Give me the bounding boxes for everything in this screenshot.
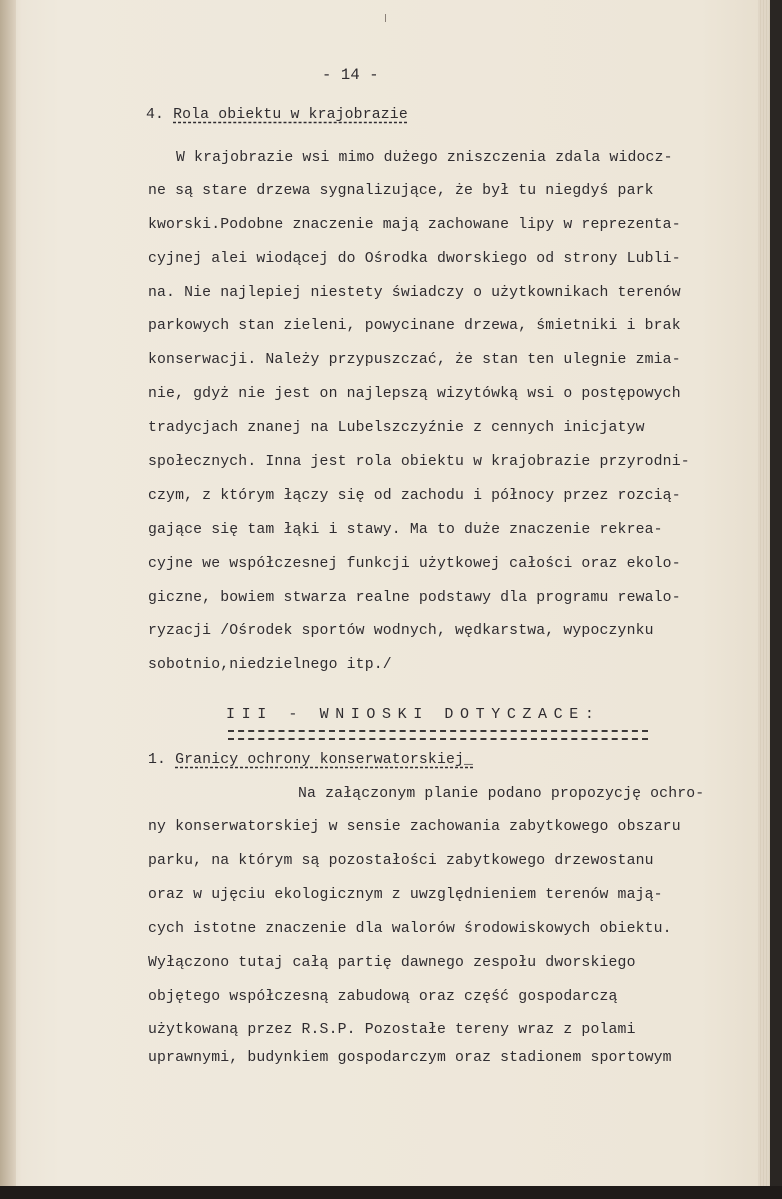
- subsection-title: Granicy ochrony konserwatorskiej_: [175, 752, 474, 768]
- text-line: ny konserwatorskiej w sensie zachowania zabytkowego obszaru: [148, 819, 681, 835]
- heading-title: Rola obiektu w krajobrazie: [173, 107, 408, 123]
- text-line: parku, na którym są pozostałości zabytkowego drzewostanu: [148, 853, 654, 869]
- text-line: gające się tam łąki i stawy. Ma to duże znaczenie rekrea-: [148, 522, 663, 538]
- text-line: objętego współczesną zabudową oraz część gospodarczą: [148, 989, 618, 1005]
- text-line: giczne, bowiem stwarza realne podstawy dla programu rewalo-: [148, 590, 681, 606]
- text-line: cych istotne znaczenie dla walorów środowiskowych obiektu.: [148, 921, 672, 937]
- page-binding-edge: [0, 0, 16, 1186]
- text-line: społecznych. Inna jest rola obiektu w krajobrazie przyrodni-: [148, 454, 690, 470]
- text-line: ne są stare drzewa sygnalizujące, że był tu niegdyś park: [148, 183, 654, 199]
- text-line: ryzacji /Ośrodek sportów wodnych, wędkarstwa, wypoczynku: [148, 623, 654, 639]
- text-line: Wyłączono tutaj całą partię dawnego zespołu dworskiego: [148, 955, 636, 971]
- page-right-edge: [758, 0, 770, 1186]
- text-line: na. Nie najlepiej niestety świadczy o użytkownikach terenów: [148, 285, 681, 301]
- text-line: oraz w ujęciu ekologicznym z uwzględnieniem terenów mają-: [148, 887, 663, 903]
- heading-number: 4.: [146, 107, 165, 123]
- text-line: sobotnio,niedzielnego itp./: [148, 657, 392, 673]
- text-line: użytkowaną przez R.S.P. Pozostałe tereny wraz z polami: [148, 1022, 636, 1038]
- subsection-number: 1.: [148, 752, 167, 768]
- section-title: III - WNIOSKI DOTYCZACE:: [226, 706, 601, 723]
- text-line: czym, z którym łączy się od zachodu i północy przez rozcią-: [148, 488, 681, 504]
- text-line: cyjne we współczesnej funkcji użytkowej całości oraz ekolo-: [148, 556, 681, 572]
- scan-right-border: [770, 0, 782, 1199]
- text-line: Na załączonym planie podano propozycję ochro-: [298, 786, 705, 802]
- text-line: nie, gdyż nie jest on najlepszą wizytówką wsi o postępowych: [148, 386, 681, 402]
- scan-mark: [385, 14, 386, 22]
- text-line: W krajobrazie wsi mimo dużego zniszczenia zdala widocz-: [176, 150, 673, 166]
- section-heading: [146, 107, 408, 123]
- section-title-underline: [228, 730, 648, 740]
- page-number: - 14 -: [322, 66, 379, 84]
- text-line: tradycjach znanej na Lubelszczyźnie z cennych inicjatyw: [148, 420, 645, 436]
- text-line: cyjnej alei wiodącej do Ośrodka dworskiego od strony Lubli-: [148, 251, 681, 267]
- text-line: kworski.Podobne znaczenie mają zachowane lipy w reprezenta-: [148, 217, 681, 233]
- text-line: parkowych stan zieleni, powycinane drzewa, śmietniki i brak: [148, 318, 681, 334]
- scan-bottom-border: [0, 1186, 782, 1199]
- text-line: uprawnymi, budynkiem gospodarczym oraz stadionem sportowym: [148, 1050, 672, 1066]
- text-line: konserwacji. Należy przypuszczać, że stan ten ulegnie zmia-: [148, 352, 681, 368]
- subsection-heading: [148, 752, 473, 768]
